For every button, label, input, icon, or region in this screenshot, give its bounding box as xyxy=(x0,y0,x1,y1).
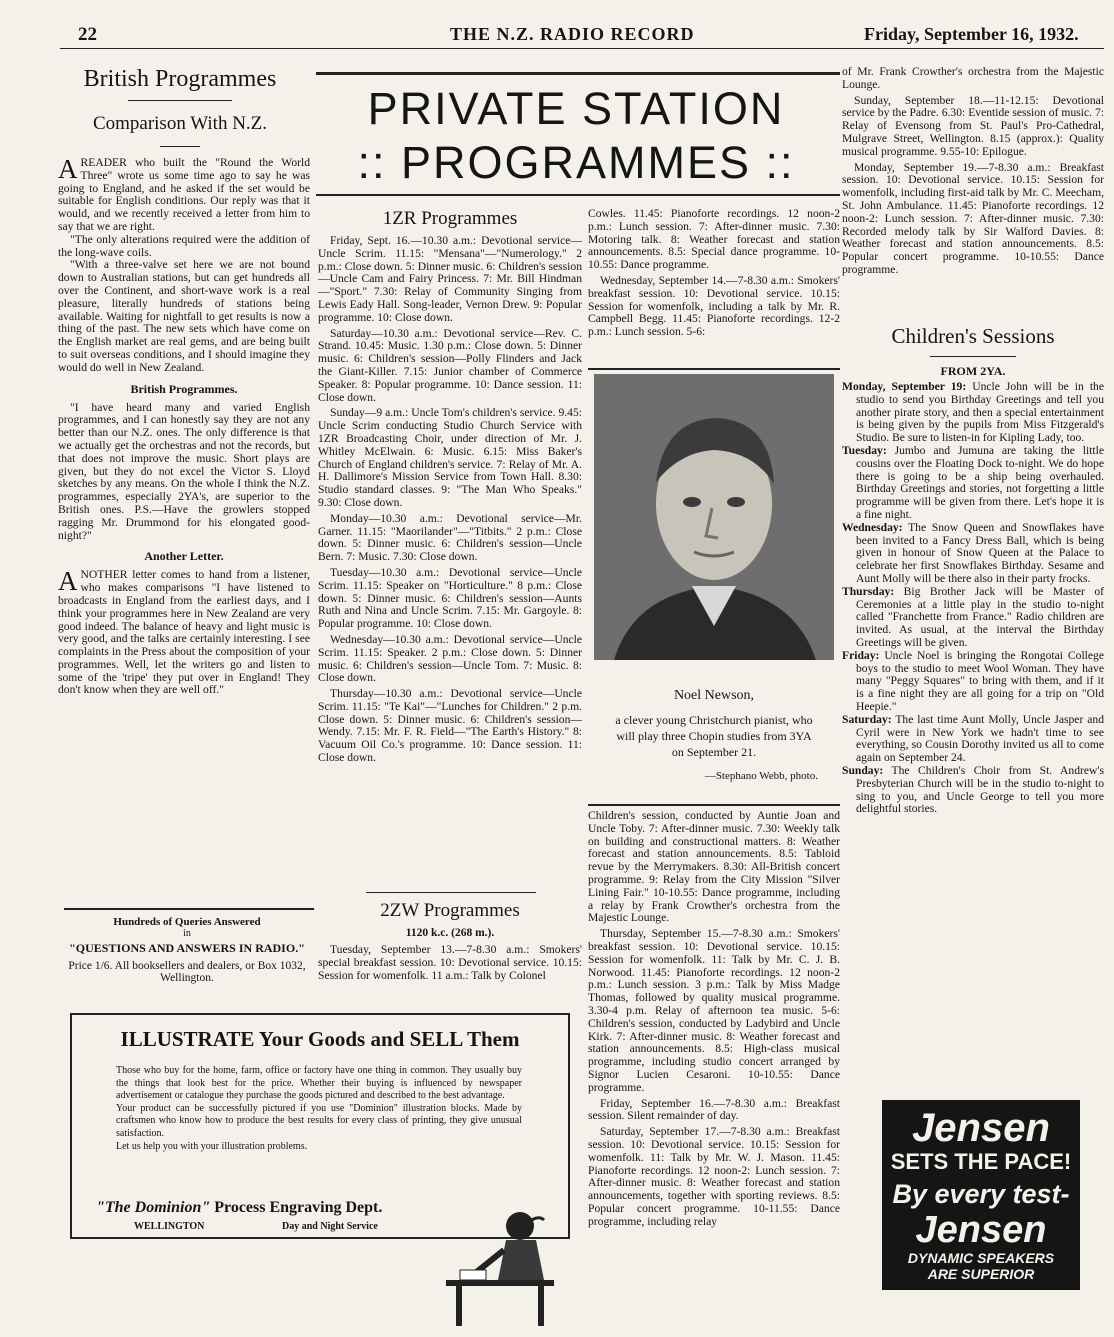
jensen-advertisement xyxy=(882,1100,1080,1290)
main-title-line: :: PROGRAMMES :: xyxy=(357,137,795,188)
engraver-icon xyxy=(440,1180,558,1330)
queries-book-title: "QUESTIONS AND ANSWERS IN RADIO." xyxy=(69,941,305,955)
article-paragraph: "I have heard many and varied English programmes, and I can honestly say they are not any better than our N.Z. ones. The only difference is that we actually get the orchestras and not the records, but that does not improve the music. Short plays are given, but they do not excel the Victor S. Lloyd sketches by any means. On the whole I think the N.Z. programmes, especially 2YA's, are superior to the British ones. P.S.—Have the growlers stopped ragging Mr. Drummond for his elongated good-night?" xyxy=(58,400,310,542)
programme-entry: Monday, September 19.—7-8.30 a.m.: Breakfast session. 10: Devotional service. 10.15: Session for womenfolk, including first-aid talk by Mr. C. Meecham, St. John Ambulance. 11.45: Pianoforte recordings. 12 noon-2: Lunch session. 7: After-dinner music. 7.30: Recorded melody talk by Sir Walford Davies. 8: Weather forecast and station announcements. 8.5: Popular concert programme. 10-10.55: Dance programme. xyxy=(842,160,1104,276)
programme-entry: Monday—10.30 a.m.: Devotional service—Mr. Garner. 11.15: "Maorilander"—"Titbits." 2 p.m.: Close down. 5: Dinner music. 6: Children's session—Uncle Bern. 7: Music. 7.30: Close down. xyxy=(318,511,582,564)
izr-programme xyxy=(318,235,582,765)
publication-name: THE N.Z. RADIO RECORD xyxy=(450,24,695,44)
article-paragraph: READER who built the "Round the World Three" wrote us some time ago to say he was going to England, and he asked if the set would be suitable for English conditions. Our reply was that it would, and we recently received a letter from him to say that we are right. xyxy=(58,156,310,233)
programme-entry: Cowles. 11.45: Pianoforte recordings. 12 noon-2 p.m.: Lunch session. 7: After-dinner music. 7.30: Motoring talk. 8: Weather forecast and station announcements. 8.5: Special dance programme. 10-10.55: Dance programme. xyxy=(588,207,840,272)
children-entry-text: The Snow Queen and Snowflakes have been invited to a Fancy Dress Ball, which is being given in honour of Snow Queen at the Palace to celebrate her first Snowflakes Birthday. Sesame and Aunt Molly will be there also in their party frocks. xyxy=(856,520,1104,585)
programme-entry: Saturday—10.30 a.m.: Devotional service—Rev. C. Strand. 10.45: Music. 1.30 p.m.: Close down. 5: Dinner music. 6: Children's session—Polly Flinders and Jack the Giant-Killer. 7.15: Junior chamber of Commerce Speaker. 8: Popular programme. 10: Dance session. 11: Close down. xyxy=(318,326,582,404)
children-entry-text: Uncle Noel is bringing the Rongotai College boys to the studio to meet Wool Woman. They have many "Peggy Squares" to bring with them, and if it is a fine night they are all going for a trip on "Old Heepie." xyxy=(856,648,1104,713)
jensen-tagline: ARE SUPERIOR xyxy=(927,1266,1035,1282)
header-rule xyxy=(60,48,1104,49)
izw-programme-col3-top xyxy=(588,208,840,339)
page-number: 22 xyxy=(78,24,97,45)
queries-line: in xyxy=(183,928,191,939)
queries-price: Price 1/6. All booksellers and dealers, or Box 1032, Wellington. xyxy=(68,960,306,984)
jensen-logo: Jensen xyxy=(912,1106,1050,1150)
title-rule-bottom xyxy=(316,194,840,196)
programme-entry: Wednesday, September 14.—7-8.30 a.m.: Smokers' breakfast session. 10: Devotional service. 10.15: Session for womenfolk, including a talk by Mr. R. Campbell Begg. 11.45: Pianoforte recordings. 12-2 p.m.: Lunch session. 5-6: xyxy=(588,273,840,339)
portrait-illustration xyxy=(594,374,834,660)
children-entry-day: Tuesday: xyxy=(842,443,887,457)
izw-programme-start xyxy=(318,944,582,982)
ad-company-dept: Process Engraving Dept. xyxy=(214,1199,383,1216)
jensen-claim: By every test- xyxy=(892,1179,1070,1209)
programme-entry: Wednesday—10.30 a.m.: Devotional service—Uncle Scrim. 11.15: Speaker. 2 p.m.: Close down. 5: Dinner music. 6: Children's session—Uncle Tom. 7: Music. 8: Close down. xyxy=(318,632,582,685)
section-divider xyxy=(366,892,536,893)
children-sessions-list xyxy=(842,381,1104,816)
photo-credit: —Stephano Webb, photo. xyxy=(704,770,818,782)
ad-paragraph: Those who buy for the home, farm, office or factory have one thing in common. They usually buy the things that look best for the price. Whether their buying is influenced by newspaper advertisement or catalogue they purchase the goods pictured and described to the best advantage. xyxy=(116,1065,522,1102)
title-divider xyxy=(128,100,232,101)
programme-entry: Children's session, conducted by Auntie Joan and Uncle Toby. 7: After-dinner music. 7.30: Weekly talk on building and constructional matters. 8: Weather forecast and station announcements. 8.5: Tabloid revue by the Merrymakers. 8.30: All-British concert programme. 9: Relay from the City Mission "Silver Lining Fair." 10-10.55: Dance programme, including a relay by Frank Crowther's orchestra from the Majestic Lounge. xyxy=(588,809,840,925)
ad-paragraph: Your product can be successfully pictured if you use "Dominion" illustration blocks. Made by craftsmen who know how to produce the best results for every class of printing, they give unusual satisfaction. xyxy=(116,1102,522,1139)
children-entry-text: The Children's Choir from St. Andrew's Presbyterian Church will be in the studio to-night to sing to you, and Uncle George to tell you more delightful stories. xyxy=(856,763,1104,816)
british-subtitle: Comparison With N.Z. xyxy=(92,113,268,134)
article-paragraph: NOTHER letter comes to hand from a listener, who makes comparisons "I have listened to broadcasts in England from the earliest days, and I think your programmes here in New Zealand are very good indeed. The balance of heavy and light music is very good, and the talks are certainly interesting. I see complaints in the Press about the composition of your programmes. Well, let the writers go and listen to some of the 'tripe' they put over in England! They don't know when they are well off." xyxy=(58,568,310,697)
article-subheading: British Programmes. xyxy=(130,381,238,396)
queries-line: Hundreds of Queries Answered xyxy=(113,916,261,928)
main-title xyxy=(316,82,836,190)
izw-programme-col4 xyxy=(842,66,1104,277)
jensen-product: DYNAMIC SPEAKERS xyxy=(907,1250,1055,1266)
children-entry-day: Sunday: xyxy=(842,763,884,777)
programme-entry: Sunday—9 a.m.: Uncle Tom's children's service. 9.45: Uncle Scrim conducting Studio Church Service with 1ZR Broadcasting Choir, under direction of Mr. J. Whitley McElwain. 6: Music. 6.15: Miss Baker's Church of England children's service. 7: Relay of Mr. A. H. Dallimore's Mission Service from Town Hall. 8.30: Studio standard classes. 9: "The Man Who Speaks." 9.30: Close down. xyxy=(318,406,582,509)
izw-programme-col3-bottom xyxy=(588,810,840,1229)
children-entry xyxy=(842,650,1104,714)
article-paragraph: "With a three-valve set here we are not bound down to Australian stations, but can get hundreds all over the Continent, and short-wave work is a real pleasure, literally hundreds of stations being available. Waiting for nightfall to get results is now a thing of the past. The new sets which have come on the English market are real gems, and are being built to suit overseas conditions, and I should imagine they would do well in New Zealand. xyxy=(58,258,310,374)
subtitle-divider xyxy=(160,146,200,147)
children-entry-day: Monday, September 19: xyxy=(842,380,967,393)
children-entry xyxy=(842,445,1104,522)
main-title-line: PRIVATE STATION xyxy=(367,83,785,134)
programme-entry: Friday, Sept. 16.—10.30 a.m.: Devotional service—Uncle Scrim. 11.15: "Mensana"—"Numerology." 2 p.m.: Close down. 5: Dinner music. 6: Children's session—Uncle Cam and Fairy Princess. 7: Mr. Bill Hindman—"Sport." 7.30: Relay of Community Singing from Lewis Eady Hall. Song-leader, Vernon Drew. 9: Popular programme. 10: Close down. xyxy=(318,234,582,324)
ad-body xyxy=(116,1065,522,1153)
british-title: British Programmes xyxy=(83,66,277,92)
ad-headline: ILLUSTRATE Your Goods and SELL Them xyxy=(120,1027,520,1051)
programme-entry: Saturday, September 17.—7-8.30 a.m.: Breakfast session. 10: Devotional service. 10.15: Session for womenfolk. 11: Talk by Mr. W. J. Mason. 11.45: Pianoforte recordings. 12 noon-2: Lunch session. 7: After-dinner music. 8: Weather forecast and station announcements, together with sporting reviews. 8.5: Popular concert programme. 10-11.55: Dance programme, including relay xyxy=(588,1125,840,1228)
noel-newson-photo xyxy=(594,374,834,660)
programme-entry: Friday, September 16.—7-8.30 a.m.: Breakfast session. Silent remainder of day. xyxy=(588,1096,840,1123)
izw-frequency: 1120 k.c. (268 m.). xyxy=(405,927,495,939)
programme-entry: Tuesday, September 13.—7-8.30 a.m.: Smokers' special breakfast session. 10: Devotional service. 10.15: Session for womenfolk. 11 a.m.: Talk by Colonel xyxy=(318,943,582,982)
article-subheading: Another Letter. xyxy=(144,549,224,564)
ad-paragraph: Let us help you with your illustration problems. xyxy=(116,1140,308,1152)
children-entry-text: Big Brother Jack will be Master of Ceremonies at a little play in the studio to-night called "Franchette from France." Radio children are invited. As usual, at the interval the Birthday Greetings will be given. xyxy=(856,584,1104,649)
programme-entry: Sunday, September 18.—11-12.15: Devotional service by the Padre. 6.30: Eventide session of music. 7: Relay of Evensong from St. Paul's Pro-Cathedral, Mulgrave Street, Wellington. 8.15 (approx.): Quality musical programme. 9.55-10: Epilogue. xyxy=(842,93,1104,158)
drop-cap: A xyxy=(58,154,78,184)
title-rule-top xyxy=(316,72,840,75)
children-entry-text: Uncle John will be in the studio to send you Birthday Greetings and tell you another pirate story, and then a special entertainment is being given by the pupils from Miss Fitzgerald's Studio. Be sure to listen-in for Kipling Lady, too. xyxy=(856,380,1104,445)
photo-subject-name: Noel Newson, xyxy=(673,688,755,703)
ad-company xyxy=(96,1199,456,1217)
queries-notice xyxy=(62,916,312,984)
children-entry xyxy=(842,586,1104,650)
children-entry-day: Thursday: xyxy=(842,584,895,598)
children-entry-day: Friday: xyxy=(842,648,880,662)
programme-entry: Thursday—10.30 a.m.: Devotional service—Uncle Scrim. 11.15: "Te Kai"—"Lunches for Children." 2 p.m. Close down. 5: Dinner music. 6: Children's session—Wendy. 7.15: Mr. F. R. Field—"The Earth's History." 8: Vacuum Oil Co.'s programme. 10: Dance session. 11: Close down. xyxy=(318,687,582,765)
drop-cap: A xyxy=(58,566,78,597)
children-entry-day: Saturday: xyxy=(842,712,892,726)
article-paragraph: "The only alterations required were the addition of the long-wave coils. xyxy=(58,232,310,259)
children-title: Children's Sessions xyxy=(891,324,1055,348)
children-divider xyxy=(930,356,1016,357)
issue-date: Friday, September 16, 1932. xyxy=(864,24,1079,44)
photo-frame-top xyxy=(588,368,840,370)
engraver-illustration xyxy=(440,1180,558,1330)
programme-entry: Tuesday—10.30 a.m.: Devotional service—Uncle Scrim. 11.15: Speaker on "Horticulture." 8 p.m.: Close down. 5: Dinner music. 6: Children's session—Aunts Ruth and Nina and Uncle Scrim. 7.15: Mr. Gargoyle. 8: Popular programme. 10: Close down. xyxy=(318,565,582,631)
photo-frame-bottom xyxy=(588,804,840,806)
jensen-slogan: SETS THE PACE! xyxy=(890,1149,1072,1174)
ad-city: WELLINGTON xyxy=(134,1221,205,1232)
children-entry xyxy=(842,714,1104,765)
programme-entry: Thursday, September 15.—7-8.30 a.m.: Smokers' breakfast session. 10: Devotional service. 10.15: Session for womenfolk. 11: Talk by Mr. C. J. B. Norwood. 11.45: Pianoforte recordings. 12 noon-2 p.m.: Lunch session. 3 p.m.: Talk by Miss Madge Thomas, followed by quality musical programme. 3.30-4 p.m. Relay of afternoon tea music. 5-6: Children's session, conducted by Ladybird and Uncle Kirk. 7: After-dinner music. 8: Weather forecast and station announcements. 8.5: High-class musical programme, including studio concert arranged by Signor Lucien Cesaroni. 10-10.55: Dance programme. xyxy=(588,927,840,1094)
british-article xyxy=(58,154,310,697)
ad-service: Day and Night Service xyxy=(282,1221,378,1232)
ad-company-name: "The Dominion" xyxy=(96,1199,211,1216)
children-entry-text: Jumbo and Jumuna are taking the little cousins over the Floating Dock to-night. We do hope there is going to be a ship being overhauled. Birthday Greetings and stories, not forgetting a little programme will be given from there. Let's hope it is a fine night. xyxy=(856,443,1104,521)
programme-entry: of Mr. Frank Crowther's orchestra from the Majestic Lounge. xyxy=(842,65,1104,91)
children-entry xyxy=(842,381,1104,445)
izr-title: 1ZR Programmes xyxy=(382,208,518,229)
photo-caption-text: a clever young Christchurch pianist, who will play three Chopin studies from 3YA on September 21. xyxy=(615,713,813,759)
photo-caption xyxy=(588,688,840,784)
queries-rule xyxy=(64,908,314,910)
children-station: FROM 2YA. xyxy=(940,364,1006,378)
jensen-logo: Jensen xyxy=(915,1209,1047,1251)
children-entry-text: The last time Aunt Molly, Uncle Jasper and Cyril were in New York we hadn't time to see everything, so Cousin Dorothy invited us all to come again on September 24. xyxy=(856,712,1104,765)
children-entry-day: Wednesday: xyxy=(842,520,903,534)
izw-title: 2ZW Programmes xyxy=(380,900,520,921)
children-entry xyxy=(842,522,1104,586)
children-entry xyxy=(842,765,1104,816)
